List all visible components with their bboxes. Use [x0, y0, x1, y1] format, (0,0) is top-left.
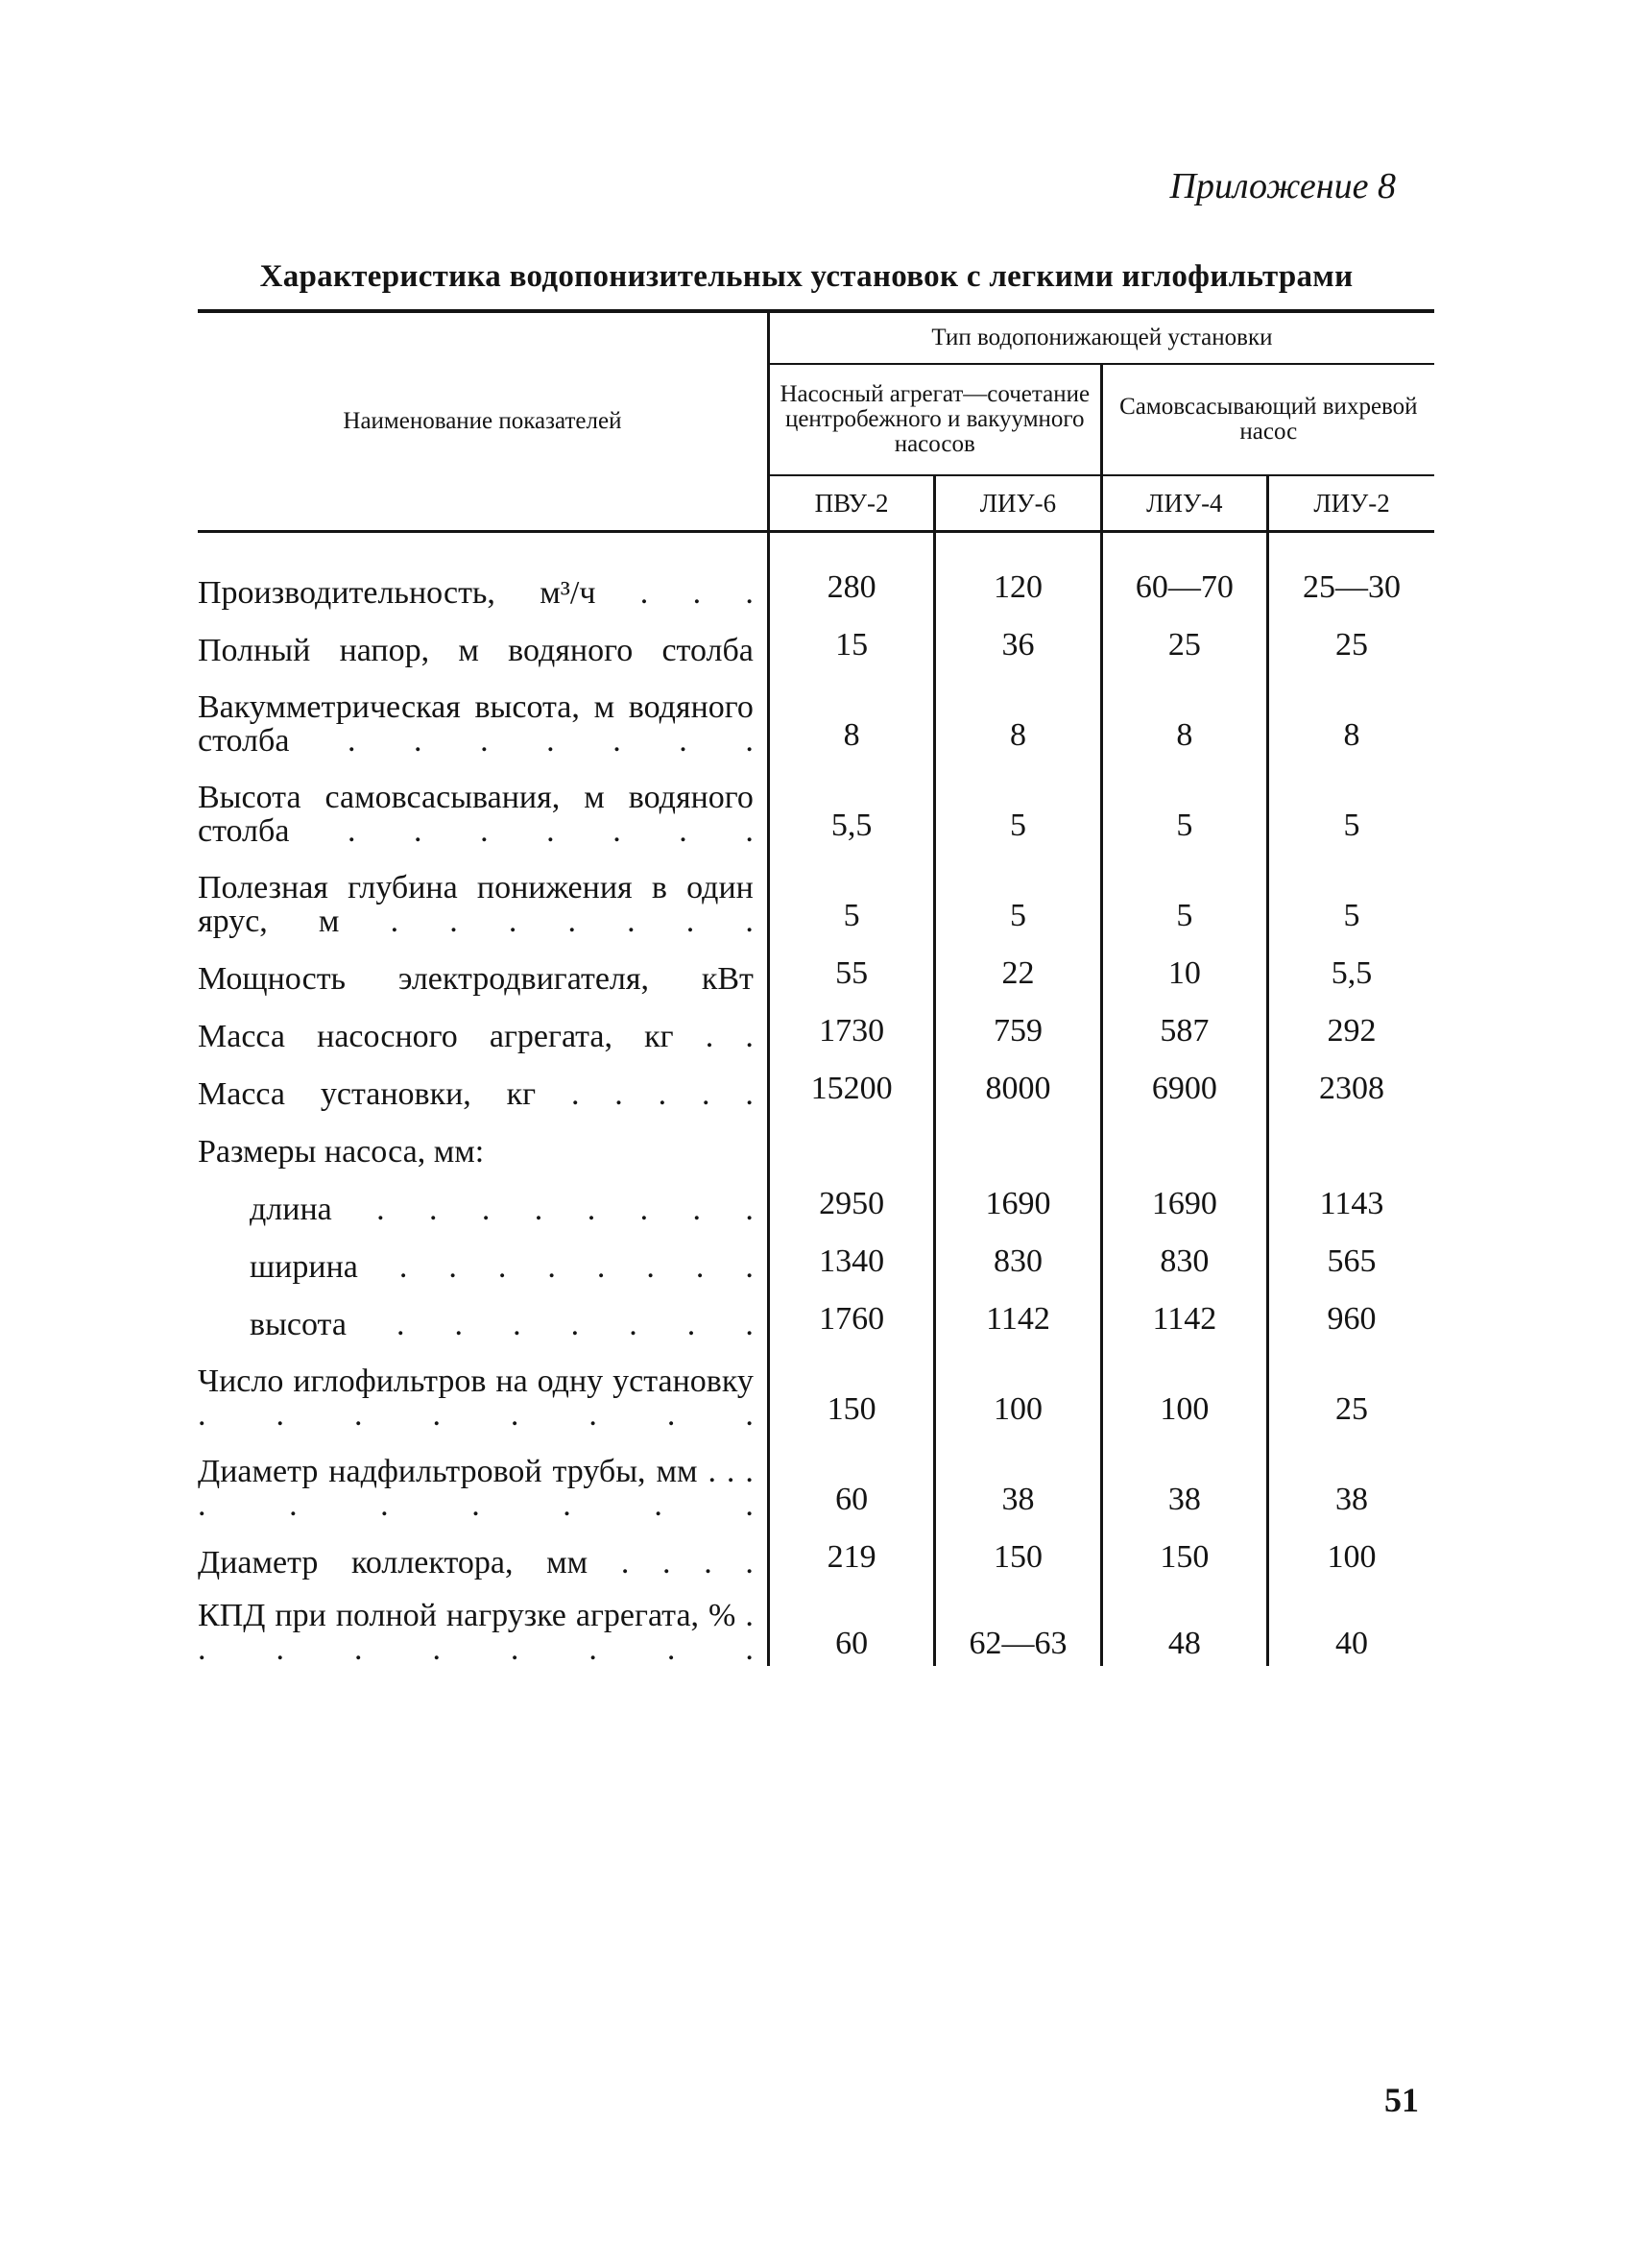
cell-value: 1690: [935, 1169, 1101, 1226]
cell-value: 1730: [768, 996, 934, 1053]
model-header: ЛИУ-6: [935, 475, 1101, 532]
cell-value: 62—63: [935, 1580, 1101, 1666]
cell-value: [1101, 1111, 1267, 1169]
table-row: [198, 1053, 1434, 1111]
model-header: ЛИУ-4: [1101, 475, 1267, 532]
cell-value: 280: [768, 552, 934, 610]
row-label: высота . . . . . . .: [250, 1307, 754, 1342]
table-row: [198, 848, 1434, 938]
cell-value: 40: [1268, 1580, 1434, 1666]
cell-value: 960: [1268, 1284, 1434, 1341]
cell-value: 1340: [768, 1226, 934, 1284]
characteristics-table: [198, 309, 1434, 1666]
table-row: [198, 610, 1434, 667]
cell-value: 8000: [935, 1053, 1101, 1111]
cell-value: 38: [1101, 1432, 1267, 1522]
type-header: Тип водопонижающей установки: [768, 311, 1434, 364]
row-label: Масса насосного агрегата, кг . .: [198, 1019, 754, 1054]
cell-value: [768, 1111, 934, 1169]
spacer-row: [198, 532, 1434, 553]
cell-value: 55: [768, 938, 934, 996]
group-header-vortex: Самовсасывающий вихревой насос: [1101, 364, 1434, 475]
table-row: [198, 1226, 1434, 1284]
cell-value: 8: [935, 667, 1101, 758]
cell-value: 5: [1101, 848, 1267, 938]
cell-value: 1690: [1101, 1169, 1267, 1226]
cell-value: 1760: [768, 1284, 934, 1341]
cell-value: 8: [1268, 667, 1434, 758]
cell-value: 759: [935, 996, 1101, 1053]
cell-value: 219: [768, 1522, 934, 1580]
cell-value: 38: [935, 1432, 1101, 1522]
cell-value: 1143: [1268, 1169, 1434, 1226]
table-row: [198, 996, 1434, 1053]
cell-value: 15200: [768, 1053, 934, 1111]
row-label: ширина . . . . . . . .: [250, 1249, 754, 1285]
row-label: Полный напор, м водяного столба: [198, 633, 754, 668]
cell-value: 5,5: [768, 758, 934, 848]
cell-value: 2308: [1268, 1053, 1434, 1111]
cell-value: 100: [935, 1341, 1101, 1432]
cell-value: 5: [1101, 758, 1267, 848]
cell-value: 10: [1101, 938, 1267, 996]
table-row: [198, 758, 1434, 848]
table-row: [198, 1522, 1434, 1580]
cell-value: 5: [1268, 758, 1434, 848]
cell-value: 150: [935, 1522, 1101, 1580]
cell-value: 25: [1101, 610, 1267, 667]
cell-value: 830: [1101, 1226, 1267, 1284]
row-label: Производительность, м³/ч . . .: [198, 575, 754, 611]
cell-value: 5: [935, 848, 1101, 938]
table-row: [198, 1284, 1434, 1341]
cell-value: 48: [1101, 1580, 1267, 1666]
group-header-centrifugal: Насосный агрегат—сочетание центробежного и вакуумного насосов: [768, 364, 1101, 475]
cell-value: 292: [1268, 996, 1434, 1053]
model-header: ЛИУ-2: [1268, 475, 1434, 532]
row-label: КПД при полной нагрузке агрегата, % . . . . . . . . .: [198, 1598, 754, 1667]
cell-value: 25—30: [1268, 552, 1434, 610]
row-label: Диаметр коллектора, мм . . . .: [198, 1545, 754, 1580]
cell-value: 120: [935, 552, 1101, 610]
row-label: Мощность электродвигателя, кВт: [198, 961, 754, 997]
table-row: [198, 1341, 1434, 1432]
cell-value: 8: [768, 667, 934, 758]
cell-value: 8: [1101, 667, 1267, 758]
appendix-label: Приложение 8: [1169, 166, 1396, 206]
cell-value: 1142: [935, 1284, 1101, 1341]
row-label: Диаметр надфильтровой трубы, мм . . . . . . . . . .: [198, 1454, 754, 1523]
table-title: Характеристика водопонизительных установок с легкими иглофильтрами: [259, 259, 1354, 294]
row-label: Число иглофильтров на одну установку . . . . . . . .: [198, 1363, 754, 1433]
cell-value: 5: [768, 848, 934, 938]
cell-value: 150: [768, 1341, 934, 1432]
cell-value: [935, 1111, 1101, 1169]
cell-value: 2950: [768, 1169, 934, 1226]
cell-value: 1142: [1101, 1284, 1267, 1341]
cell-value: 5: [935, 758, 1101, 848]
cell-value: 60: [768, 1580, 934, 1666]
cell-value: [1268, 1111, 1434, 1169]
cell-value: 22: [935, 938, 1101, 996]
cell-value: 100: [1101, 1341, 1267, 1432]
cell-value: 6900: [1101, 1053, 1267, 1111]
cell-value: 565: [1268, 1226, 1434, 1284]
row-label: Размеры насоса, мм:: [198, 1134, 485, 1170]
cell-value: 150: [1101, 1522, 1267, 1580]
cell-value: 60—70: [1101, 552, 1267, 610]
cell-value: 15: [768, 610, 934, 667]
row-label: Полезная глубина понижения в один ярус, м . . . . . . .: [198, 870, 754, 939]
model-header: ПВУ-2: [768, 475, 934, 532]
cell-value: 100: [1268, 1522, 1434, 1580]
cell-value: 587: [1101, 996, 1267, 1053]
cell-value: 38: [1268, 1432, 1434, 1522]
cell-value: 830: [935, 1226, 1101, 1284]
table-row: [198, 1580, 1434, 1666]
table-row: [198, 1432, 1434, 1522]
cell-value: 36: [935, 610, 1101, 667]
table-row: [198, 552, 1434, 610]
cell-value: 25: [1268, 1341, 1434, 1432]
table-row: [198, 1111, 1434, 1169]
page-number: 51: [1384, 2081, 1419, 2119]
row-label: длина . . . . . . . .: [250, 1192, 754, 1227]
row-label: Высота самовсасывания, м водяного столба . . . . . . .: [198, 780, 754, 849]
row-label: Масса установки, кг . . . . .: [198, 1076, 754, 1112]
name-column-header: Наименование показателей: [198, 311, 768, 532]
row-label: Вакумметрическая высота, м водяного столба . . . . . . .: [198, 689, 754, 759]
cell-value: 60: [768, 1432, 934, 1522]
cell-value: 5,5: [1268, 938, 1434, 996]
cell-value: 5: [1268, 848, 1434, 938]
cell-value: 25: [1268, 610, 1434, 667]
table-row: [198, 667, 1434, 758]
table-row: [198, 1169, 1434, 1226]
table-row: [198, 938, 1434, 996]
